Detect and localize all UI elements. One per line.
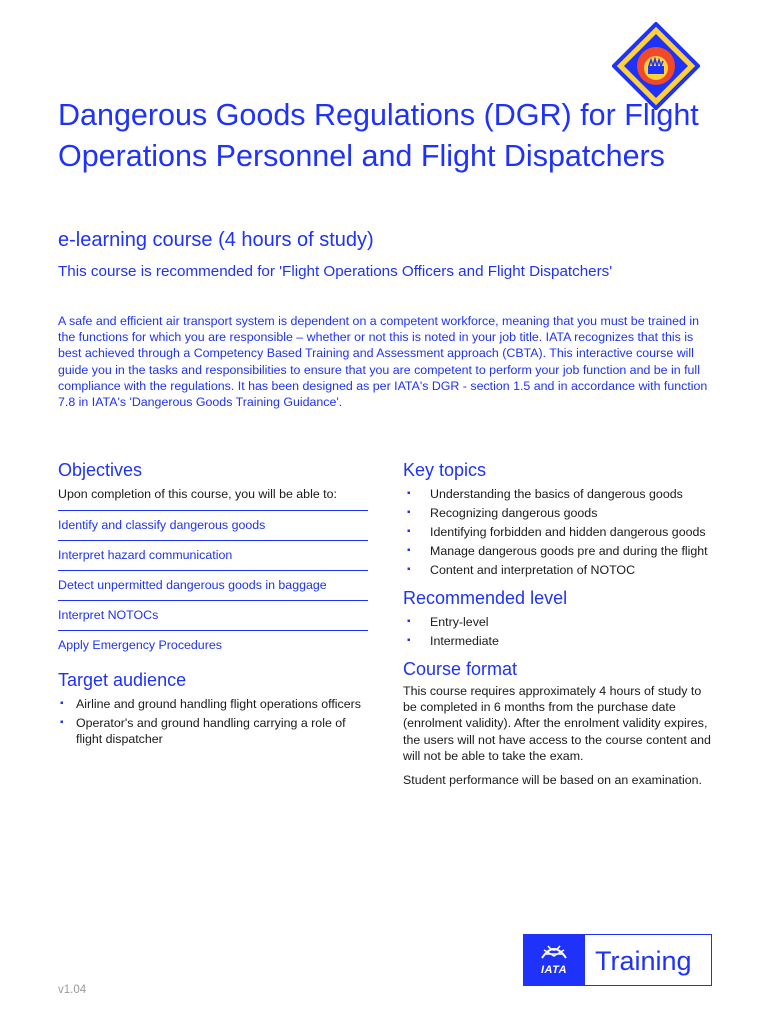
recommended-for-text: This course is recommended for 'Flight Operations Officers and Flight Dispatchers' [58,263,613,280]
right-column [403,458,713,788]
bullet-icon: ▪ [407,526,411,537]
list-item-text: Identifying forbidden and hidden dangerous goods [430,525,706,539]
left-column [58,458,368,750]
list-item [58,696,368,712]
version-label: v1.04 [58,984,87,996]
recommended-level-list [403,614,713,649]
list-item [403,543,713,559]
objectives-list [58,510,368,660]
course-format-heading: Course format [403,659,518,679]
objectives-lead: Upon completion of this course, you will be able to: [58,487,337,501]
list-item [403,486,713,502]
objectives-heading: Objectives [58,460,143,480]
course-subtitle: e-learning course (4 hours of study) [58,229,374,251]
objective-item: Interpret hazard communication [58,541,368,571]
iata-training-logo [523,934,712,986]
bullet-icon: ▪ [407,616,411,627]
list-item [403,524,713,540]
bullet-icon: ▪ [407,507,411,518]
list-item [403,562,713,578]
bullet-icon: ▪ [60,717,64,728]
list-item-text: Understanding the basics of dangerous goods [430,487,683,501]
bullet-icon: ▪ [60,698,64,709]
target-audience-list [58,696,368,747]
list-item [58,715,368,747]
list-item-text: Manage dangerous goods pre and during the flight [430,544,708,558]
key-topics-list [403,486,713,578]
key-topics-heading: Key topics [403,460,487,480]
objective-item: Interpret NOTOCs [58,601,368,631]
page-title: Dangerous Goods Regulations (DGR) for Flight Operations Personnel and Flight Dispatchers [58,98,699,173]
iata-wordmark: IATA [540,964,568,976]
training-wordmark: Training [595,946,692,976]
objective-item: Detect unpermitted dangerous goods in baggage [58,571,368,601]
list-item [403,505,713,521]
objective-item: Apply Emergency Procedures [58,638,222,652]
target-audience-heading: Target audience [58,670,187,690]
bullet-icon: ▪ [407,545,411,556]
list-item-text: Airline and ground handling flight operations officers [76,697,361,711]
intro-paragraph: A safe and efficient air transport system is dependent on a competent workforce, meaning that you must be trained in the functions for which you are responsible – whether or not this is noted in your job title. IATA recognizes that this is best achieved through a Competency Based Training and Assessment approach (CBTA). This interactive course will guide you in the tasks and responsibilities to ensure that you are competent to perform your job function and be in full compliance with the regulations. It has been designed as per IATA's DGR - section 1.5 and in accordance with function 7.8 in IATA's 'Dangerous Goods Training Guidance'. [58,314,708,410]
list-item-text: Entry-level [430,615,489,629]
bullet-icon: ▪ [407,564,411,575]
iata-globe-icon [523,934,585,986]
list-item-text: Content and interpretation of NOTOC [430,563,636,577]
objective-item: Identify and classify dangerous goods [58,511,368,541]
list-item [403,614,713,630]
course-format-paragraph: Student performance will be based on an examination. [403,773,702,788]
bullet-icon: ▪ [407,635,411,646]
list-item [403,633,713,649]
recommended-level-heading: Recommended level [403,588,568,608]
training-label-box [585,934,712,986]
list-item-text: Recognizing dangerous goods [430,506,598,520]
course-format-paragraph: This course requires approximately 4 hours of study to be completed in 6 months from the purchase date (enrolment validity). After the enrolment validity expires, the users will not have access to the course content and will not be able to take the exam. [403,684,711,763]
bullet-icon: ▪ [407,488,411,499]
list-item-text: Operator's and ground handling carrying a role of flight dispatcher [76,716,346,746]
iata-logo-box [523,934,585,986]
list-item-text: Intermediate [430,634,499,648]
